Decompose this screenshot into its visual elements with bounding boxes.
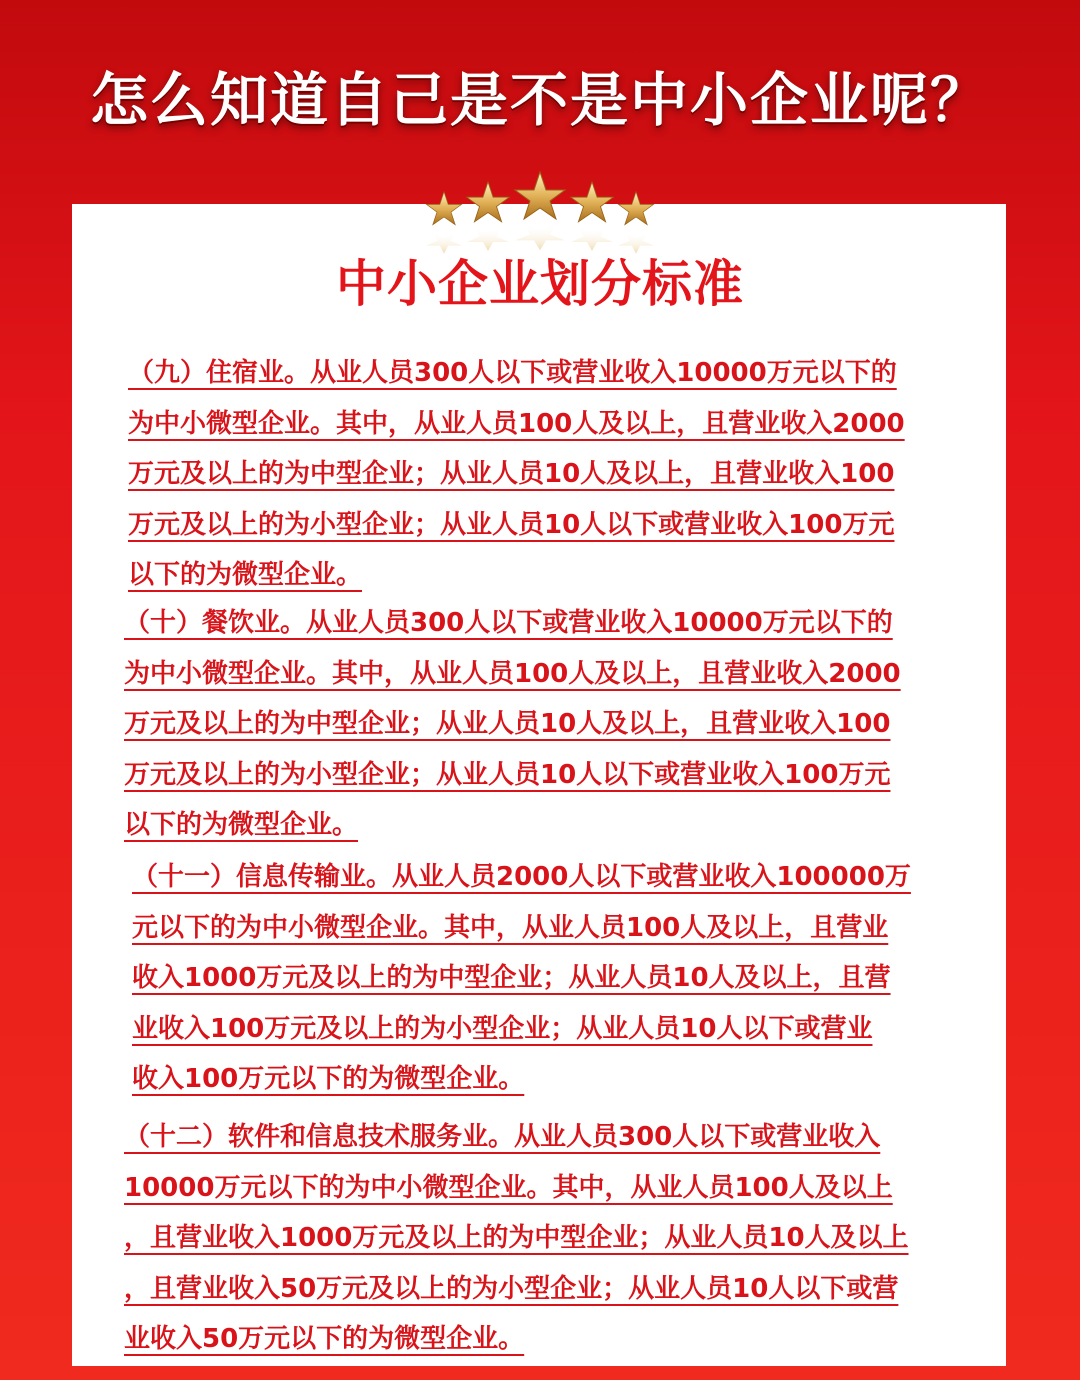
text-line: 10000万元以下的为中小微型企业。其中，从业人员100人及以上	[124, 1172, 893, 1203]
text-line: 万元及以上的为小型企业；从业人员10人以下或营业收入100万元	[128, 509, 895, 540]
text-line: 为中小微型企业。其中，从业人员100人及以上，且营业收入2000	[124, 658, 901, 689]
headline: 怎么知道自己是不是中小企业呢？	[89, 66, 990, 134]
paragraph-catering	[124, 598, 901, 851]
text-line: 业收入100万元及以上的为小型企业；从业人员10人以下或营业	[132, 1013, 873, 1044]
text-line: 万元及以上的为小型企业；从业人员10人以下或营业收入100万元	[124, 759, 891, 790]
text-line: 元以下的为中小微型企业。其中，从业人员100人及以上，且营业	[132, 912, 889, 943]
paragraph-software-it-services	[124, 1112, 909, 1365]
paragraph-lodging	[128, 348, 905, 601]
text-line: （十二）软件和信息技术服务业。从业人员300人以下或营业收入	[124, 1122, 881, 1152]
text-line: 万元及以上的为中型企业；从业人员10人及以上，且营业收入100	[124, 709, 891, 739]
text-line: （十）餐饮业。从业人员300人以下或营业收入10000万元以下的	[124, 608, 893, 638]
text-line: 收入100万元以下的为微型企业。	[132, 1064, 525, 1094]
text-line: 收入1000万元及以上的为中型企业；从业人员10人及以上，且营	[132, 963, 891, 993]
text-line: 万元及以上的为中型企业；从业人员10人及以上，且营业收入100	[128, 459, 895, 489]
text-line: ，且营业收入50万元及以上的为小型企业；从业人员10人以下或营	[124, 1273, 899, 1304]
paragraph-information-transmission	[132, 852, 911, 1105]
text-line: 为中小微型企业。其中，从业人员100人及以上，且营业收入2000	[128, 408, 905, 439]
text-line: （十一）信息传输业。从业人员2000人以下或营业收入100000万	[132, 862, 911, 892]
text-line: 业收入50万元以下的为微型企业。	[124, 1324, 525, 1354]
text-line: （九）住宿业。从业人员300人以下或营业收入10000万元以下的	[128, 358, 897, 388]
text-line: ，且营业收入1000万元及以上的为中型企业；从业人员10人及以上	[124, 1223, 909, 1253]
text-line: 以下的为微型企业。	[124, 810, 359, 840]
text-line: 以下的为微型企业。	[128, 560, 363, 590]
card-title: 中小企业划分标准	[336, 255, 744, 313]
